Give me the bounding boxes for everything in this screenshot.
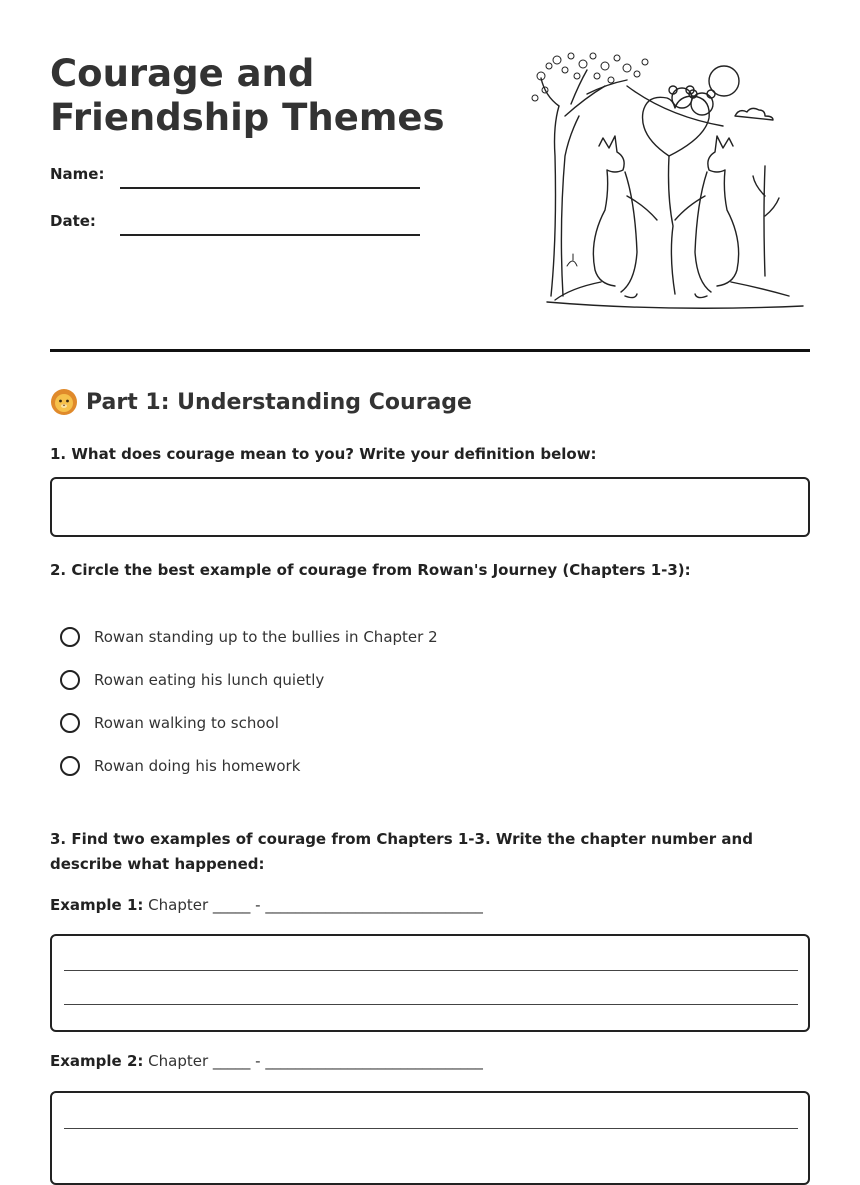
radio-circle[interactable] xyxy=(60,670,80,690)
example-1-line xyxy=(50,896,483,914)
option-label: Rowan walking to school xyxy=(94,714,279,732)
definition-answer-box[interactable] xyxy=(50,477,810,537)
write-line xyxy=(64,1128,798,1129)
part1-title: Part 1: Understanding Courage xyxy=(86,389,472,415)
example-2-text[interactable]: Chapter _____ - _____________________________ xyxy=(148,1052,483,1070)
example-1-text[interactable]: Chapter _____ - _____________________________ xyxy=(148,896,483,914)
radio-circle[interactable] xyxy=(60,756,80,776)
option-label: Rowan standing up to the bullies in Chapter 2 xyxy=(94,628,438,646)
example-2-answer-box[interactable] xyxy=(50,1091,810,1185)
option-label: Rowan doing his homework xyxy=(94,757,301,775)
example-2-label: Example 2: xyxy=(50,1052,144,1070)
kangaroo-illustration xyxy=(527,46,805,316)
write-line xyxy=(64,970,798,971)
name-field[interactable] xyxy=(120,187,420,189)
name-label: Name: xyxy=(50,165,105,183)
example-1-label: Example 1: xyxy=(50,896,144,914)
example-1-answer-box[interactable] xyxy=(50,934,810,1032)
header-divider xyxy=(50,349,810,352)
example-2-line xyxy=(50,1052,483,1070)
option-label: Rowan eating his lunch quietly xyxy=(94,671,325,689)
radio-circle[interactable] xyxy=(60,713,80,733)
question-3: 3. Find two examples of courage from Chapters 1-3. Write the chapter number and describe what happened: xyxy=(50,830,753,873)
question-2: 2. Circle the best example of courage from Rowan's Journey (Chapters 1-3): xyxy=(50,561,691,579)
option-3[interactable] xyxy=(60,713,279,733)
date-field[interactable] xyxy=(120,234,420,236)
write-line xyxy=(64,1004,798,1005)
option-1[interactable] xyxy=(60,627,438,647)
lion-icon xyxy=(50,388,78,416)
option-4[interactable] xyxy=(60,756,300,776)
option-2[interactable] xyxy=(60,670,324,690)
date-label: Date: xyxy=(50,212,96,230)
part1-heading xyxy=(50,388,472,416)
question-1: 1. What does courage mean to you? Write your definition below: xyxy=(50,445,597,463)
page-title: Courage and Friendship Themes xyxy=(50,52,445,139)
radio-circle[interactable] xyxy=(60,627,80,647)
